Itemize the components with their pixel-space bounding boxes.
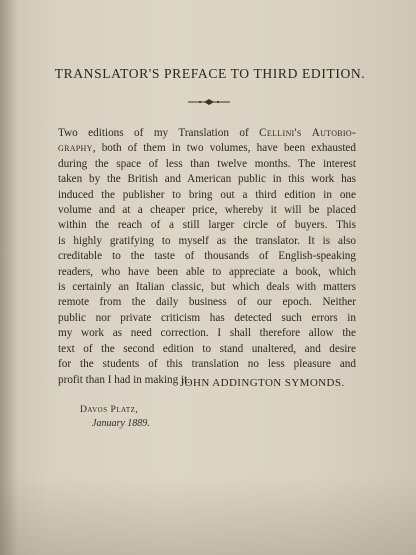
paragraph-line (58, 249, 356, 264)
line-text: within the reach of a still larger circle of buyers. This (58, 219, 356, 232)
line-text: for the students of this translation no less pleasure and (58, 358, 356, 371)
page-shading (0, 475, 416, 555)
paragraph-line (58, 126, 356, 141)
paragraph-line (58, 234, 356, 249)
paragraph-line (58, 172, 356, 187)
date-line: January 1889. (92, 418, 150, 429)
line-text: is certainly an Italian classic, but which deals with matters (58, 281, 356, 294)
preface-paragraph (58, 126, 356, 388)
paragraph-line (58, 326, 356, 341)
line-text: during the space of less than twelve months. The interest (58, 157, 356, 170)
line-text: volume and at a cheaper price, whereby it will be placed (58, 204, 356, 217)
paragraph-line (58, 157, 356, 172)
line-text: induced the publisher to bring out a third edition in one (58, 188, 356, 201)
page-title: TRANSLATOR'S PREFACE TO THIRD EDITION. (54, 66, 366, 81)
place-line: Davos Platz, (80, 404, 139, 415)
line-text: taken by the British and American public in this work has (58, 173, 356, 186)
line-text: readers, who have been able to appreciate a book, which (58, 265, 356, 278)
line-text: , both of them in two volumes, have been exhausted (92, 142, 356, 155)
paragraph-line (58, 311, 356, 326)
line-text: my work as need correction. I shall therefore allow the (58, 327, 356, 340)
line-text: public nor private criticism has detected such errors in (58, 311, 356, 324)
paragraph-line (58, 342, 356, 357)
paragraph-line (58, 265, 356, 280)
line-text: Two editions of my Translation of (58, 127, 260, 139)
paragraph-line (58, 295, 356, 310)
line-text: is highly gratifying to myself as the translator. It is also (58, 234, 356, 247)
small-caps-text: graphy (58, 142, 93, 155)
paragraph-line (58, 141, 356, 156)
small-caps-text: Cellini's Autobio- (259, 127, 356, 139)
paragraph-line (58, 188, 356, 203)
paragraph-line (58, 203, 356, 218)
line-text: profit than I had in making it. (58, 373, 191, 386)
gutter-shadow (0, 0, 18, 555)
line-text: text of the second edition to stand unaltered, and desire (58, 342, 356, 355)
author-signature: JOHN ADDINGTON SYMONDS. (180, 377, 345, 389)
paragraph-line (58, 280, 356, 295)
paragraph-line (58, 357, 356, 372)
line-text: creditable to the taste of thousands of English-speaking (58, 250, 356, 263)
paragraph-line (58, 218, 356, 233)
ornament-rule-icon (186, 97, 232, 107)
line-text: remote from the daily business of our epoch. Neither (58, 296, 356, 309)
